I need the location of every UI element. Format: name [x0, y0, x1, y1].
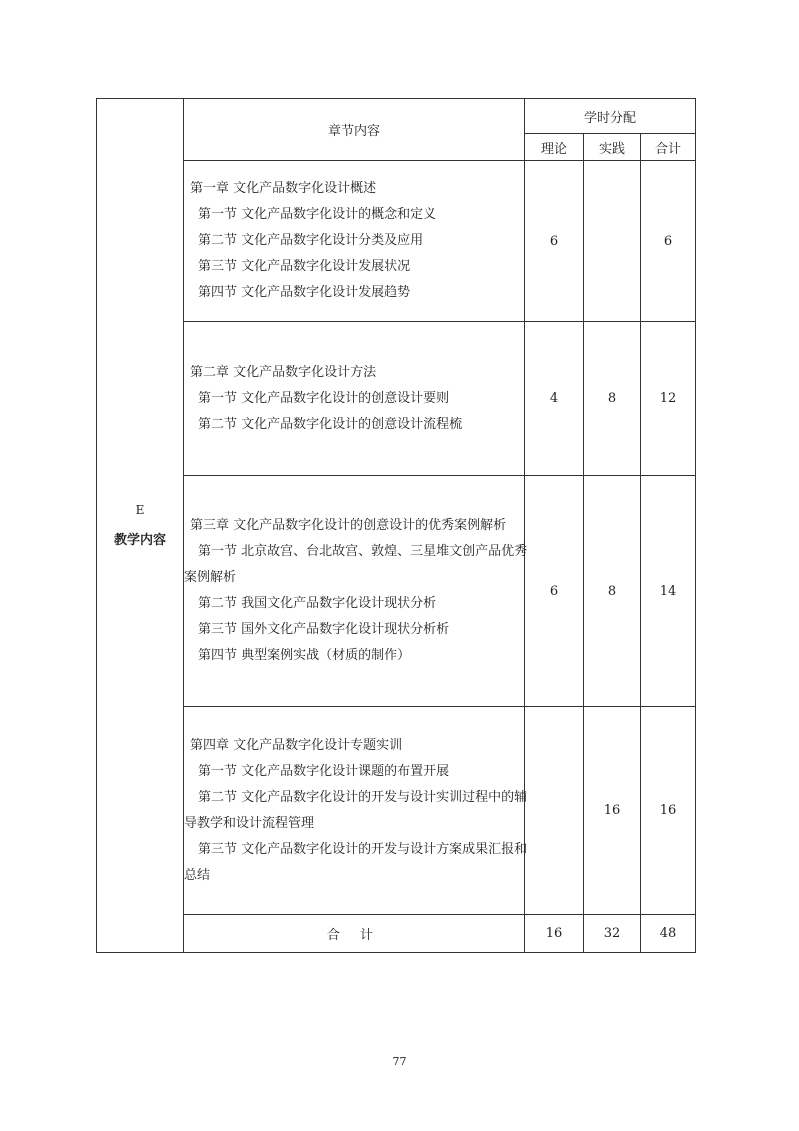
- section-item: 第一节 北京故宫、台北故宫、敦煌、三星堆文创产品优秀案例解析: [184, 544, 528, 585]
- practice-hours: 8: [584, 476, 641, 707]
- chapter-title: 第三章 文化产品数字化设计的创意设计的优秀案例解析: [190, 518, 507, 533]
- chapter-title: 第一章 文化产品数字化设计概述: [190, 181, 377, 196]
- totals-label: 合 计: [184, 915, 525, 953]
- header-hours-label: 学时分配: [525, 99, 696, 134]
- chapter-row: [97, 322, 696, 476]
- header-total: 合计: [641, 134, 696, 161]
- totals-practice: 32: [584, 915, 641, 953]
- theory-hours: [525, 707, 584, 915]
- header-practice: 实践: [584, 134, 641, 161]
- totals-theory: 16: [525, 915, 584, 953]
- theory-hours: 6: [525, 161, 584, 322]
- totals-row: [97, 915, 696, 953]
- section-item: 第三节 文化产品数字化设计发展状况: [198, 259, 411, 274]
- section-item: 第二节 我国文化产品数字化设计现状分析: [198, 596, 437, 611]
- section-item: 第三节 国外文化产品数字化设计现状分析析: [198, 622, 450, 637]
- header-theory: 理论: [525, 134, 584, 161]
- theory-hours: 6: [525, 476, 584, 707]
- section-item: 第三节 文化产品数字化设计的开发与设计方案成果汇报和总结: [184, 841, 528, 883]
- section-item: 第四节 文化产品数字化设计发展趋势: [198, 285, 411, 300]
- section-item: 第二节 文化产品数字化设计的创意设计流程梳: [198, 416, 463, 432]
- section-label-cell: [97, 99, 184, 953]
- teaching-content-table: [96, 98, 696, 953]
- chapter-row: [97, 476, 696, 707]
- total-hours: 6: [641, 161, 696, 322]
- section-title: 教学内容: [113, 533, 166, 548]
- total-hours: 12: [641, 322, 696, 476]
- theory-hours: 4: [525, 322, 584, 476]
- chapter-content: [184, 707, 528, 915]
- header-content-label: 章节内容: [184, 99, 525, 161]
- practice-hours: 16: [584, 707, 641, 915]
- section-item: 第一节 文化产品数字化设计的概念和定义: [198, 207, 437, 222]
- chapter-row: [97, 707, 696, 915]
- chapter-content: [184, 476, 528, 707]
- chapter-content: [184, 161, 525, 322]
- section-code: E: [135, 503, 145, 517]
- totals-total: 48: [641, 915, 696, 953]
- section-item: 第二节 文化产品数字化设计的开发与设计实训过程中的辅导教学和设计流程管理: [184, 789, 528, 831]
- section-item: 第四节 典型案例实战（材质的制作）: [198, 648, 411, 663]
- page-number: 77: [392, 1055, 407, 1068]
- total-hours: 16: [641, 707, 696, 915]
- section-item: 第一节 文化产品数字化设计的创意设计要则: [198, 390, 450, 406]
- chapter-row: [97, 161, 696, 322]
- total-hours: 14: [641, 476, 696, 707]
- chapter-title: 第四章 文化产品数字化设计专题实训: [190, 737, 403, 753]
- section-item: 第一节 文化产品数字化设计课题的布置开展: [198, 763, 450, 779]
- practice-hours: [584, 161, 641, 322]
- section-item: 第二节 文化产品数字化设计分类及应用: [198, 233, 424, 248]
- chapter-content: [184, 322, 525, 476]
- practice-hours: 8: [584, 322, 641, 476]
- chapter-title: 第二章 文化产品数字化设计方法: [190, 364, 377, 380]
